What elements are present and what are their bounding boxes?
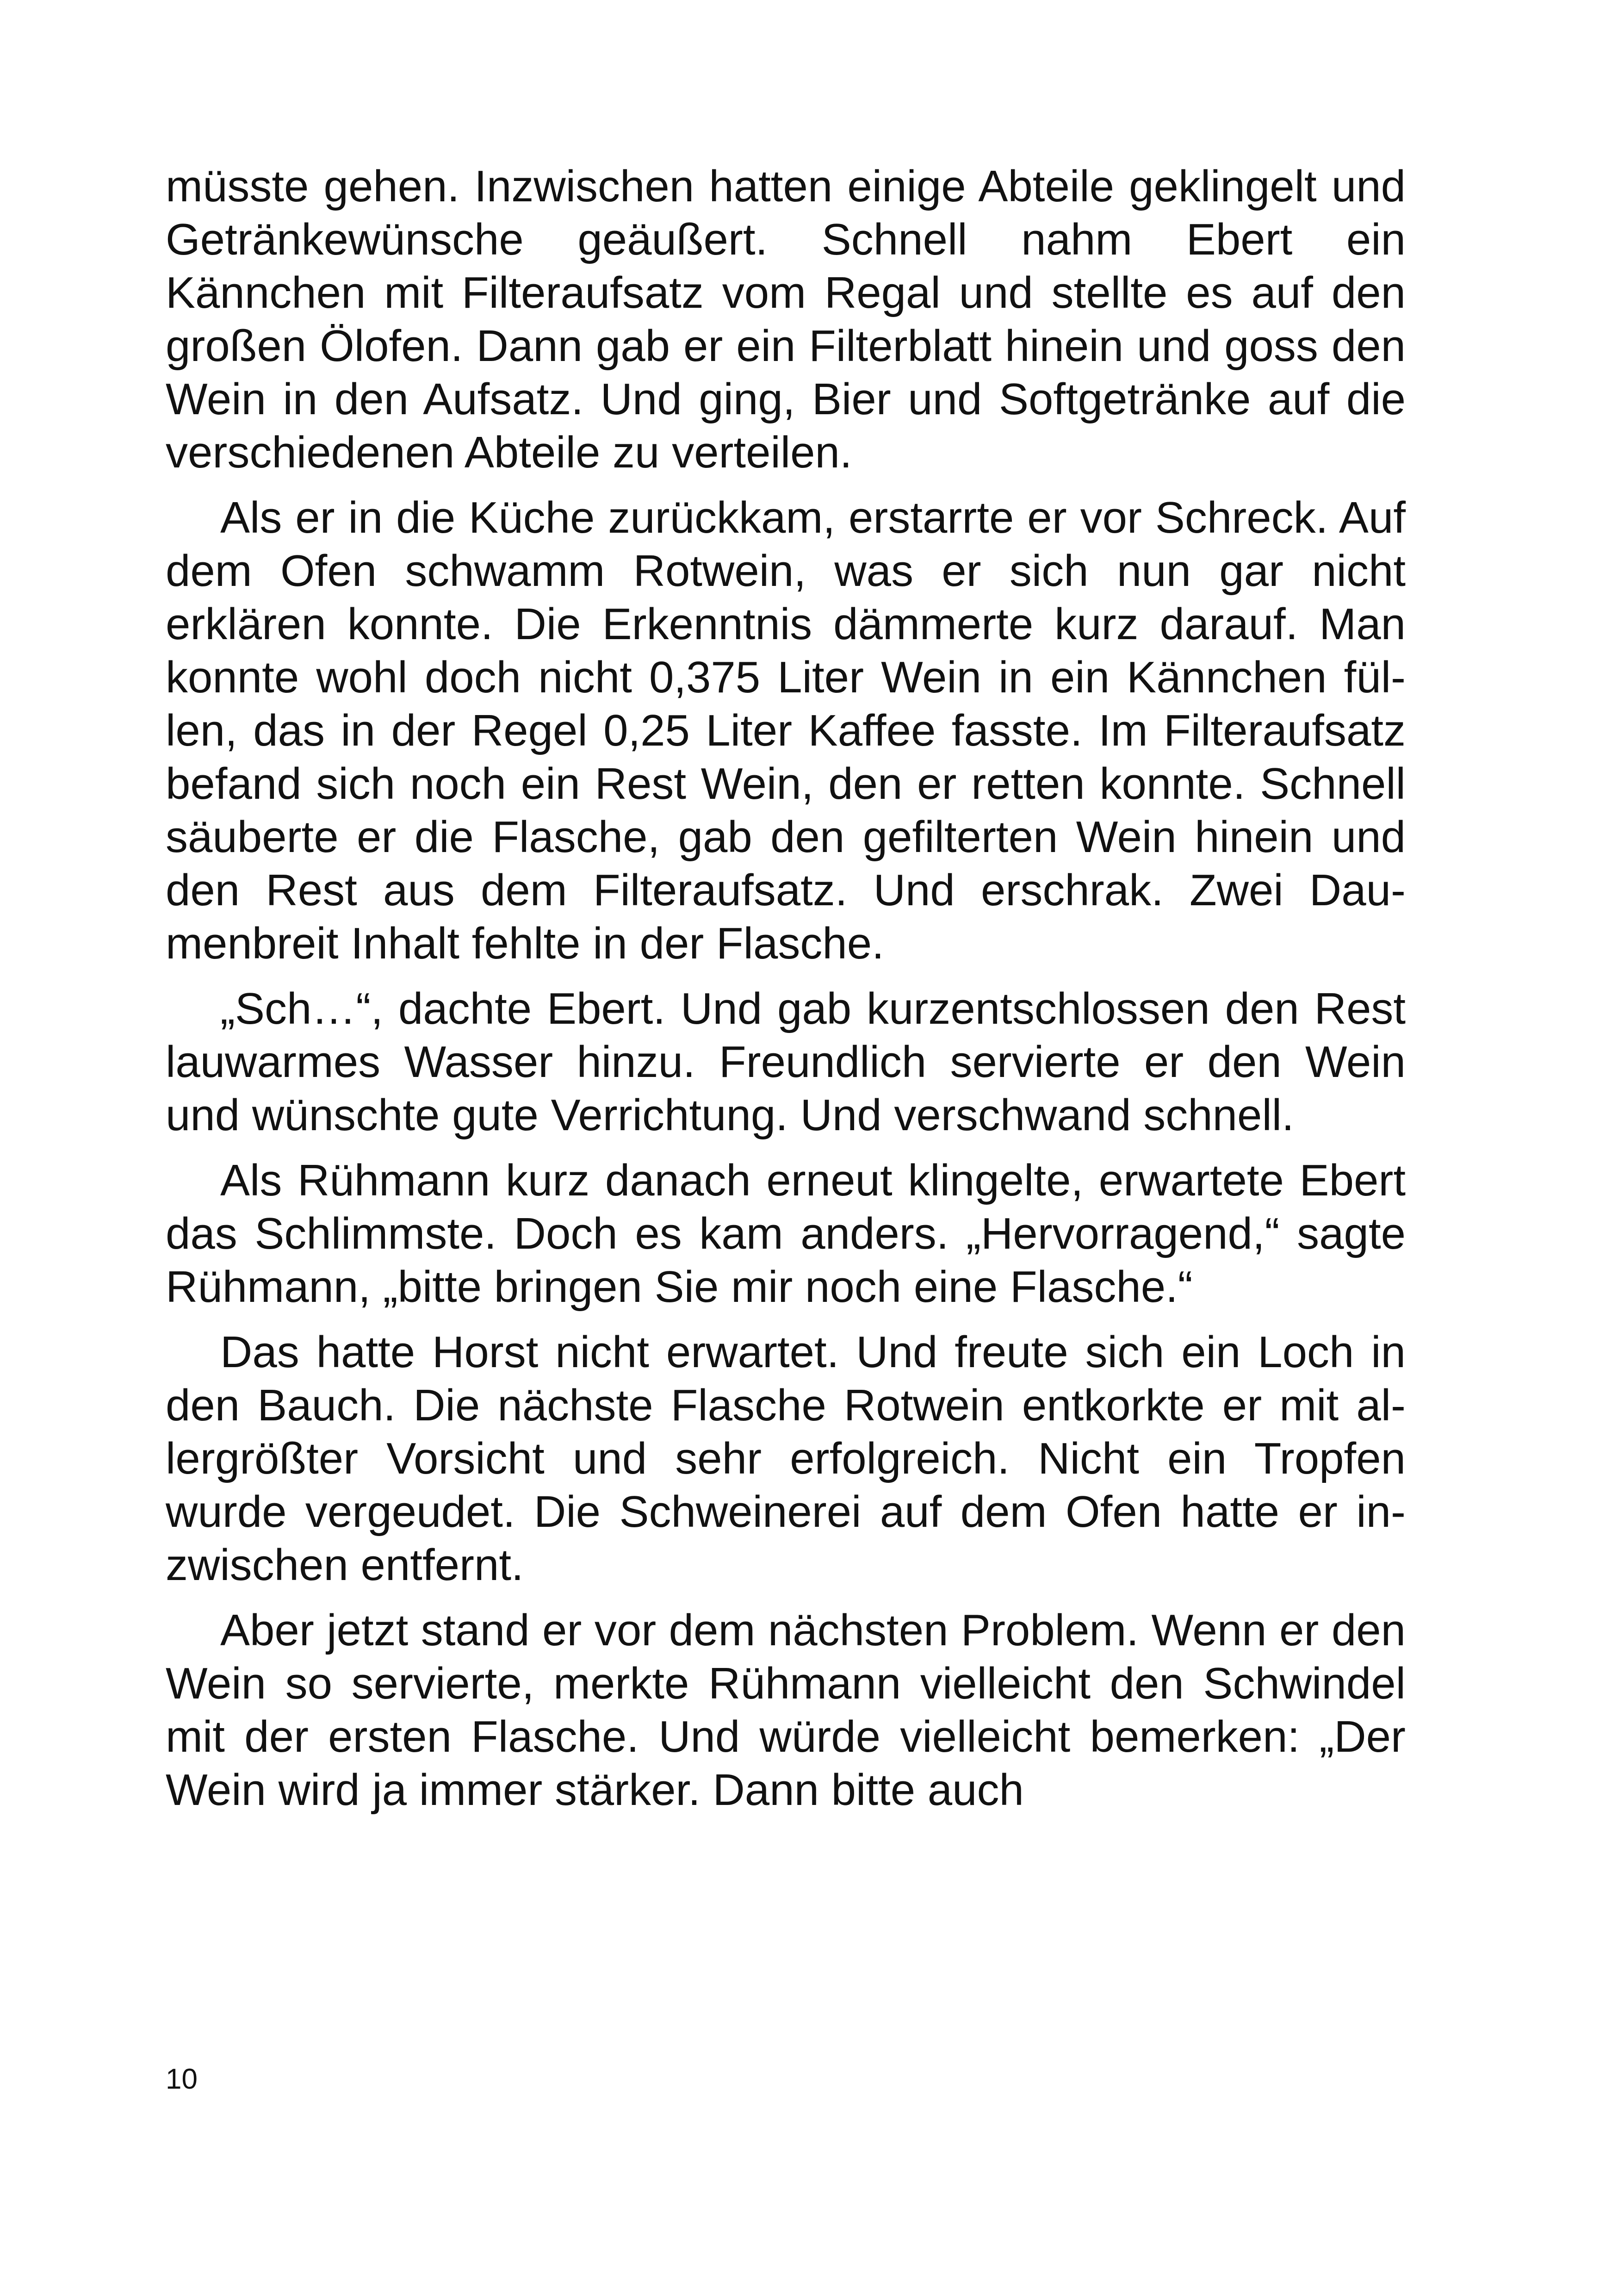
paragraph: Aber jetzt stand er vor dem nächsten Problem. Wenn er den Wein so servierte, merkte Rühmann vielleicht den Schwindel mit der ersten Flasche. Und würde vielleicht bemerken: „Der Wein wird ja immer stärker. Dann bitte auch xyxy=(166,1605,1406,1815)
body-text xyxy=(166,160,1406,1829)
paragraph: Das hatte Horst nicht erwartet. Und freute sich ein Loch in den Bauch. Die nächste Flasche Rotwein entkorkte er mit allergrößter Vorsicht und sehr erfolgreich. Nicht ein Tropfen wurde vergeudet. Die Schweinerei auf dem Ofen hatte er inzwischen entfernt. xyxy=(166,1327,1406,1590)
paragraph: Als er in die Küche zurückkam, erstarrte er vor Schreck. Auf dem Ofen schwamm Rotwein, was er sich nun gar nicht erklären konnte. Die Erkenntnis dämmerte kurz darauf. Man konnte wohl doch nicht 0,375 Liter Wein in ein Kännchen füllen, das in der Regel 0,25 Liter Kaffee fasste. Im Filteraufsatz befand sich noch ein Rest Wein, den er retten konnte. Schnell säuberte er die Flasche, gab den gefilterten Wein hinein und den Rest aus dem Filteraufsatz. Und erschrak. Zwei Daumenbreit Inhalt fehlte in der Flasche. xyxy=(166,493,1406,968)
paragraph: Als Rühmann kurz danach erneut klingelte, erwartete Ebert das Schlimmste. Doch es kam anders. „Hervorragend,“ sagte Rühmann, „bitte bringen Sie mir noch eine Flasche.“ xyxy=(166,1156,1406,1312)
paragraph: „Sch…“, dachte Ebert. Und gab kurzentschlossen den Rest lauwarmes Wasser hinzu. Freundlich servierte er den Wein und wünschte gute Verrichtung. Und verschwand schnell. xyxy=(166,984,1406,1140)
page-number: 10 xyxy=(166,2063,198,2095)
paragraph: müsste gehen. Inzwischen hatten einige Abteile geklingelt und Getränkewünsche geäußert. Schnell nahm Ebert ein Kännchen mit Filteraufsatz vom Regal und stellte es auf den großen Ölofen. Dann gab er ein Filterblatt hinein und goss den Wein in den Aufsatz. Und ging, Bier und Softgetränke auf die verschiedenen Abteile zu verteilen. xyxy=(166,162,1406,477)
